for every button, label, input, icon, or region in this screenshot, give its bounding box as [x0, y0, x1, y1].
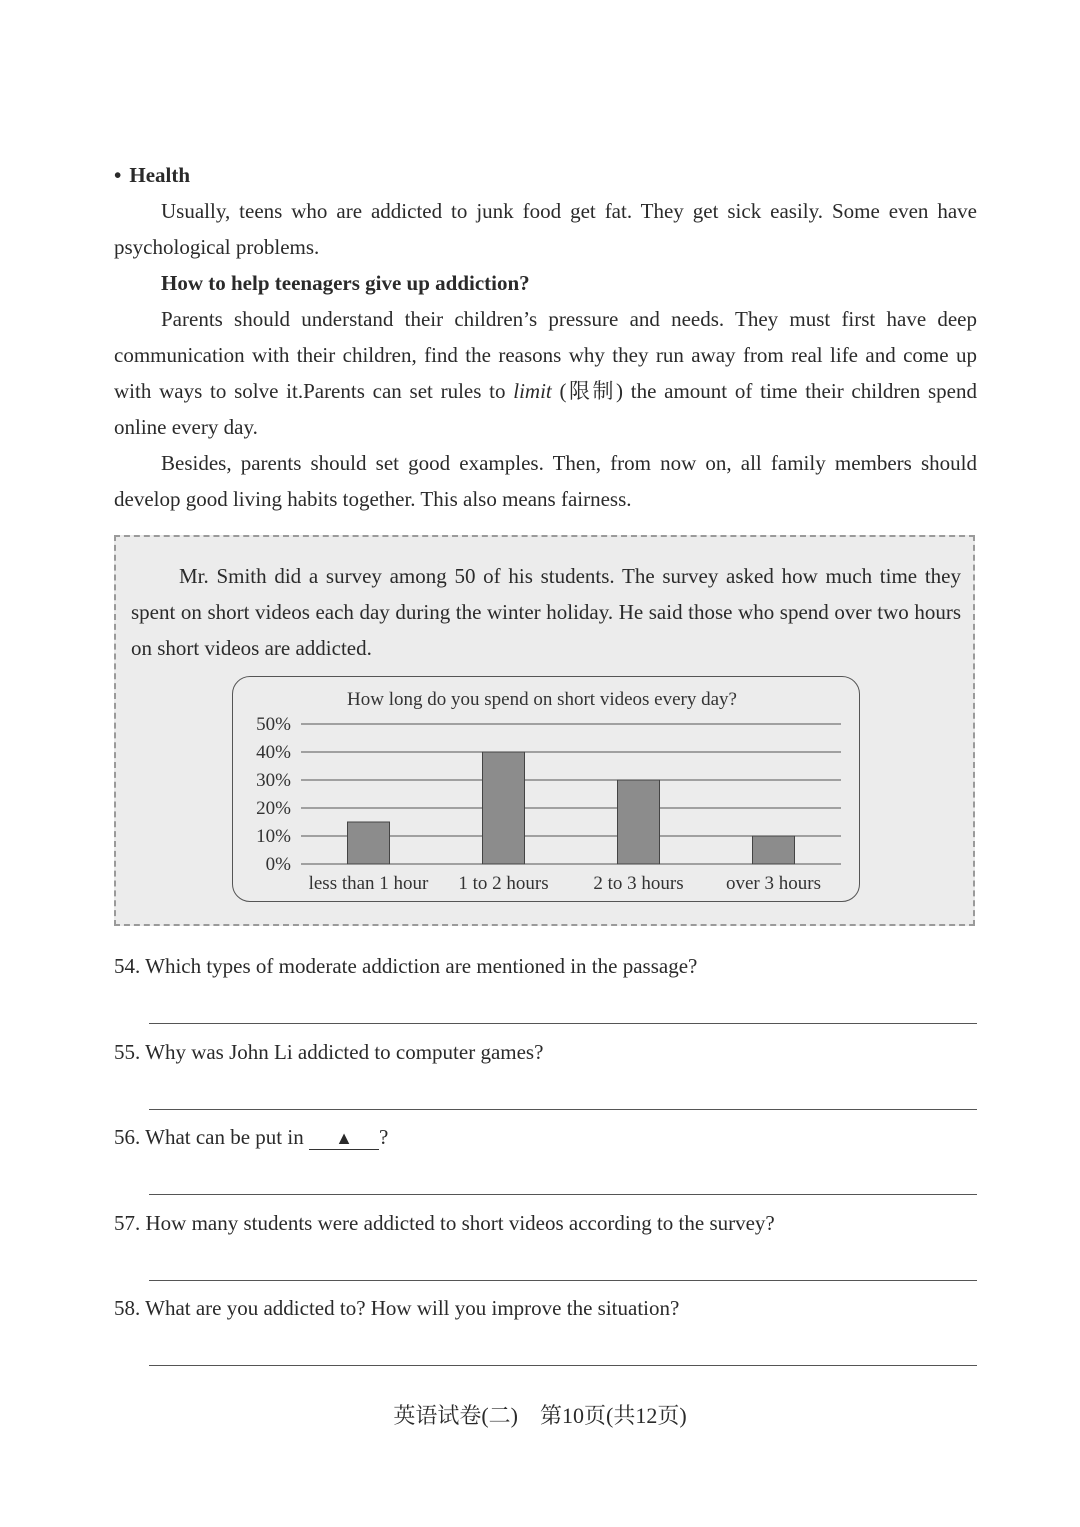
question-text: 58. What are you addicted to? How will you improve the situation? [114, 1296, 680, 1320]
parents-paragraph: Parents should understand their children’s pressure and needs. They must first have deep communication with their children, find the reasons why they run away from real life and come up with ways to solve it.Parents can set rules to limit (限制) the amount of time their children spend online every day. [114, 307, 977, 439]
answer-line[interactable] [149, 1023, 977, 1024]
question-text: 55. Why was John Li addicted to computer games? [114, 1039, 544, 1064]
answer-line[interactable] [149, 1280, 977, 1281]
page-footer: 英语试卷(二) 第10页(共12页) [393, 1403, 687, 1428]
survey-text: Mr. Smith did a survey among 50 of his students. The survey asked how much time they spent on short videos each day during the winter holiday. He said those who spend over two hours on short videos are addicted. [131, 564, 961, 660]
question-58 [114, 1290, 977, 1376]
x-category-label: less than 1 hour [308, 873, 429, 894]
bar [618, 780, 660, 864]
health-heading: • Health [114, 163, 191, 187]
y-tick-label: 0% [265, 854, 291, 875]
health-paragraph: Usually, teens who are addicted to junk food get fat. They get sick easily. Some even have psychological problems. [114, 199, 977, 259]
y-tick-label: 50% [256, 714, 291, 735]
questions [114, 948, 977, 1376]
chart-title: How long do you spend on short videos every day? [347, 689, 737, 710]
y-tick-label: 20% [256, 798, 291, 819]
answer-line[interactable] [149, 1365, 977, 1366]
answer-line[interactable] [149, 1109, 977, 1110]
question-text: 54. Which types of moderate addiction are mentioned in the passage? [114, 954, 698, 978]
bullet-icon: • [114, 163, 122, 187]
question-text: 57. How many students were addicted to short videos according to the survey? [114, 1210, 775, 1235]
bar [348, 822, 390, 864]
x-category-label: 2 to 3 hours [593, 873, 684, 894]
triangle-blank-icon: ▲ [309, 1127, 379, 1150]
question-text: 56. What can be put in ▲ ? [114, 1125, 389, 1149]
survey-box [114, 535, 975, 926]
x-category-label: 1 to 2 hours [458, 873, 549, 894]
bar [483, 752, 525, 864]
help-heading: How to help teenagers give up addiction? [161, 271, 530, 295]
question-56 [114, 1119, 977, 1205]
question-57 [114, 1205, 977, 1291]
chart-frame [232, 676, 860, 902]
question-54 [114, 948, 977, 1034]
bar [753, 836, 795, 864]
answer-line[interactable] [149, 1194, 977, 1195]
question-55 [114, 1034, 977, 1120]
passage [114, 157, 977, 517]
survey-bar-chart [233, 677, 861, 903]
y-tick-label: 40% [256, 742, 291, 763]
y-tick-label: 10% [256, 826, 291, 847]
examples-paragraph: Besides, parents should set good examples. Then, from now on, all family members should develop good living habits together. This also means fairness. [114, 451, 977, 511]
x-category-label: over 3 hours [726, 873, 821, 894]
limit-word: limit [513, 379, 552, 403]
y-tick-label: 30% [256, 770, 291, 791]
